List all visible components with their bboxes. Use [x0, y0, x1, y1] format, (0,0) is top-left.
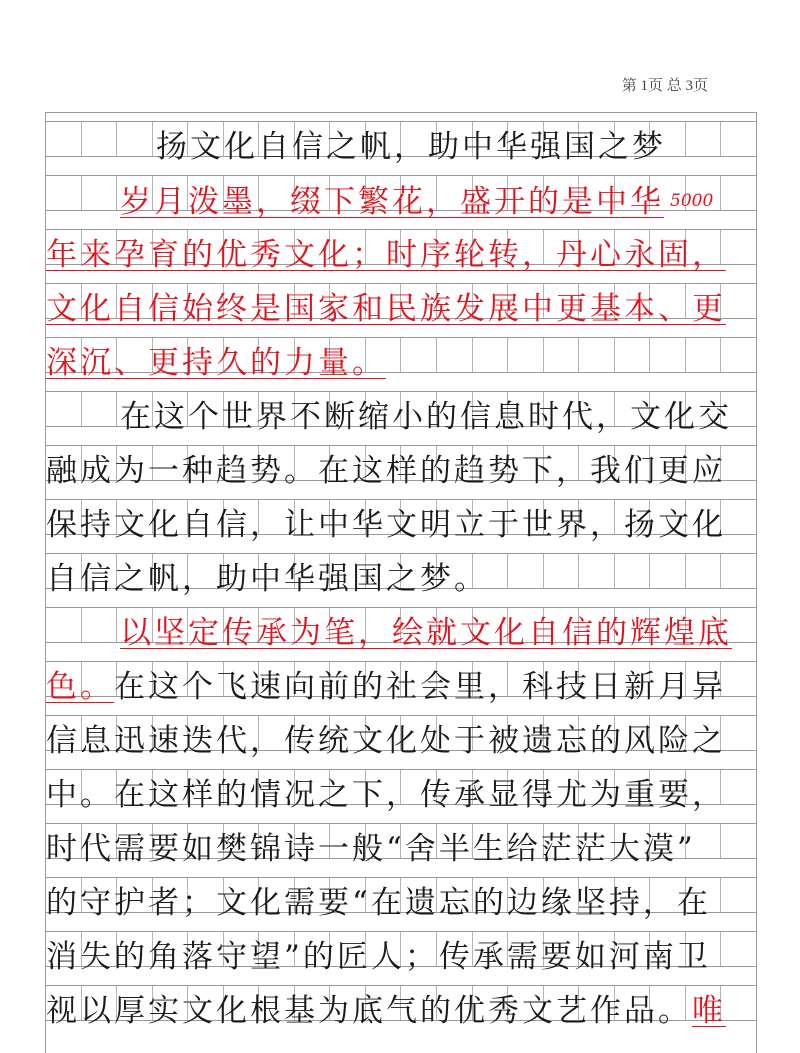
grid-row	[46, 121, 756, 175]
text-line: 中。在这样的情况之下，传承显得尤为重要，	[46, 777, 726, 813]
text-line: 消失的角落守望”的匠人；传承需要如河南卫	[46, 939, 711, 975]
highlight-text: 文化自信始终是国家和民族发展中更基本、更	[46, 291, 726, 327]
grid-row	[46, 607, 756, 661]
essay-title: 扬文化自信之帆，助中华强国之梦	[156, 129, 666, 165]
text-line: 融成为一种趋势。在这样的趋势下，我们更应	[46, 453, 726, 489]
grid-row	[46, 931, 756, 985]
text-line	[46, 287, 726, 331]
grid-row	[46, 391, 756, 445]
grid-row	[46, 499, 756, 553]
text-line	[46, 665, 726, 709]
body-text: 在这个飞速向前的社会里，科技日新月异	[114, 669, 726, 705]
text-line: 的守护者；文化需要“在遗忘的边缘坚持，在	[46, 885, 711, 921]
text-line: 保持文化自信，让中华文明立于世界，扬文化	[46, 507, 726, 543]
text-line	[46, 233, 726, 277]
grid-row	[46, 823, 756, 877]
text-line	[46, 989, 726, 1033]
grid-row	[46, 229, 756, 283]
text-line: 时代需要如樊锦诗一般“舍半生给茫茫大漠”	[46, 831, 696, 867]
text-line	[120, 611, 732, 655]
grid-row	[46, 175, 756, 229]
grid-row	[46, 337, 756, 391]
writing-paper	[45, 112, 757, 1053]
highlight-text: 唯	[692, 993, 726, 1029]
grid-row	[46, 877, 756, 931]
body-text: 视以厚实文化根基为底气的优秀文艺作品。	[46, 993, 692, 1029]
text-line	[120, 179, 713, 223]
grid-row	[46, 715, 756, 769]
grid-row	[46, 553, 756, 607]
highlight-text: 深沉、更持久的力量。	[46, 345, 386, 381]
grid-row	[46, 661, 756, 715]
grid-row	[46, 445, 756, 499]
text-line: 信息迅速迭代，传统文化处于被遗忘的风险之	[46, 723, 726, 759]
text-line: 自信之帆，助中华强国之梦。	[46, 561, 488, 597]
highlight-text: 岁月泼墨，缀下繁花，盛开的是中华	[120, 184, 664, 220]
grid-row	[46, 283, 756, 337]
number-annotation: 5000	[670, 191, 714, 211]
text-line: 在这个世界不断缩小的信息时代，文化交	[120, 399, 732, 435]
grid-row	[46, 985, 756, 1039]
highlight-text: 以坚定传承为笔，绘就文化自信的辉煌底	[120, 615, 732, 651]
highlight-text: 年来孕育的优秀文化；时序轮转，丹心永固，	[46, 237, 726, 273]
page-number: 第 1页 总 3页	[621, 78, 708, 94]
grid-row	[46, 769, 756, 823]
highlight-text: 色。	[46, 669, 114, 705]
text-line	[46, 341, 386, 385]
